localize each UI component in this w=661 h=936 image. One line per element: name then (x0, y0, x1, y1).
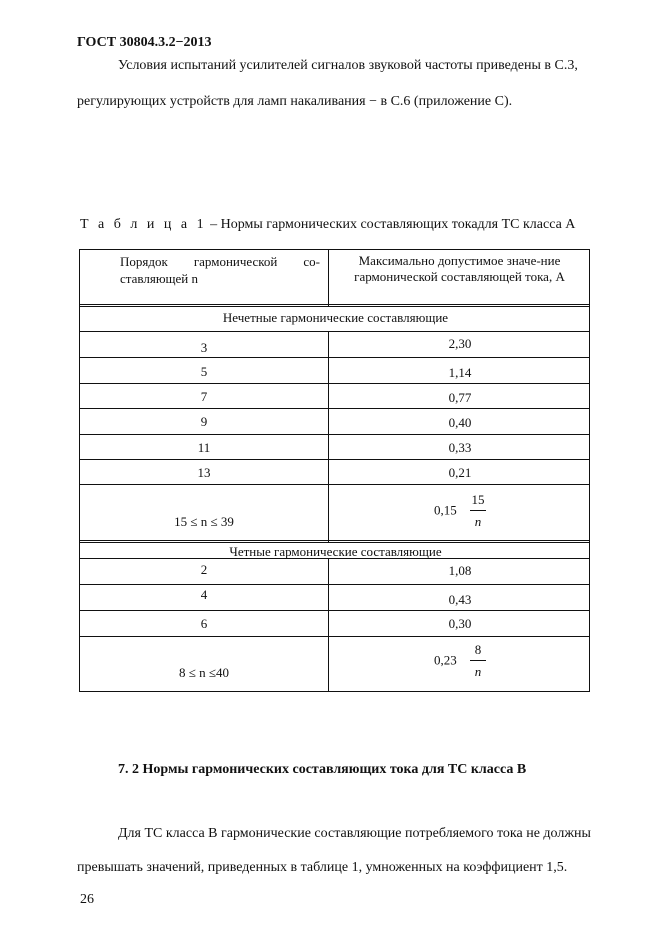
document-header: ГОСТ 30804.3.2−2013 (77, 35, 212, 50)
table-cell-value: 0,33 (448, 440, 472, 455)
table-cell-order: 6 (200, 616, 208, 631)
row-line (80, 610, 589, 611)
range-even-label: 8 ≤ n ≤40 (178, 665, 230, 680)
table-cell-order: 4 (200, 587, 208, 602)
table-cell-value: 0,77 (448, 390, 472, 405)
section-odd-harmonics: Нечетные гармонические составляющие (222, 310, 449, 325)
fraction-bar (470, 510, 486, 511)
harmonics-table (79, 249, 590, 692)
table-cell-order: 11 (197, 440, 211, 455)
table-cell-value: 0,40 (448, 415, 472, 430)
intro-line-2: регулирующих устройств для ламп накаливания − в С.6 (приложение С). (77, 94, 513, 109)
fraction (470, 492, 486, 529)
intro-line-1: Условия испытаний усилителей сигналов звуковой частоты приведены в С.3, (118, 58, 578, 73)
table-cell-order-range (80, 514, 328, 530)
fraction-bar (470, 660, 486, 661)
row-line (80, 484, 589, 485)
outro-line-1: Для ТС класса В гармонические составляющие потребляемого тока не должны (118, 826, 591, 841)
section-separator (80, 540, 589, 543)
column-header-max-current: Максимально допустимое значе-ние гармонической составляющей тока, А (354, 253, 565, 284)
column-header-order: Порядок гармонической со-ставляющей n (120, 254, 320, 286)
fraction-denominator: n (474, 514, 482, 529)
table-cell-value: 0,30 (448, 616, 472, 631)
outro-line-2: превышать значений, приведенных в таблице 1, умноженных на коэффициент 1,5. (77, 860, 568, 875)
col-divider-header (328, 250, 329, 306)
table-caption-text: – Нормы гармонических составляющих токадля ТС класса А (206, 217, 576, 232)
table-cell-value: 0,43 (448, 592, 472, 607)
table-cell-value: 2,30 (448, 336, 472, 351)
table-cell-order: 3 (200, 340, 208, 355)
section-even-harmonics: Четные гармонические составляющие (229, 544, 442, 559)
row-line (80, 636, 589, 637)
range-odd-label: 15 ≤ n ≤ 39 (174, 514, 234, 529)
table-cell-value: 1,14 (448, 365, 472, 380)
formula-coefficient: 0,15 (434, 502, 457, 518)
table-cell-order: 7 (200, 389, 208, 404)
table-cell-order: 13 (197, 465, 211, 480)
fraction-numerator: 15 (471, 492, 485, 507)
table-cell-formula (329, 642, 591, 679)
row-line (80, 383, 589, 384)
row-line (80, 408, 589, 409)
table-cell-order: 5 (200, 364, 208, 379)
fraction (470, 642, 486, 679)
table-cell-order: 9 (200, 414, 208, 429)
table-cell-value: 1,08 (448, 563, 472, 578)
fraction-numerator: 8 (474, 642, 482, 657)
section-heading: 7. 2 Нормы гармонических составляющих тока для ТС класса В (118, 762, 527, 777)
table-cell-order-range (80, 665, 328, 681)
row-line (80, 459, 589, 460)
table-caption-prefix: Т а б л и ц а 1 (80, 217, 207, 232)
table-cell-value: 0,21 (448, 465, 472, 480)
table-cell-order: 2 (200, 562, 208, 577)
header-separator (80, 304, 589, 307)
formula-coefficient: 0,23 (434, 652, 457, 668)
table-caption (80, 217, 575, 233)
fraction-denominator: n (474, 664, 482, 679)
table-cell-formula (329, 492, 591, 529)
row-line (80, 357, 589, 358)
page-number: 26 (80, 892, 94, 907)
row-line (80, 434, 589, 435)
row-line (80, 331, 589, 332)
row-line (80, 584, 589, 585)
